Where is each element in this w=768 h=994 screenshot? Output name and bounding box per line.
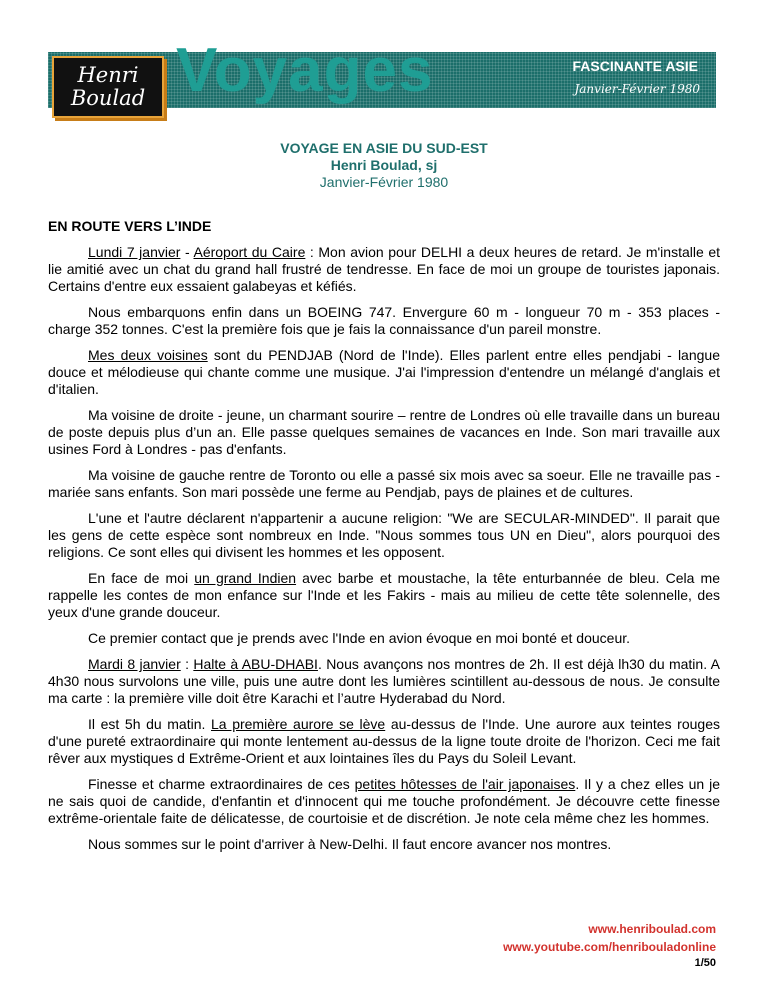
- underlined-phrase: La première aurore se lève: [211, 716, 386, 732]
- document-body: [48, 218, 720, 862]
- paragraph-7: [48, 570, 720, 621]
- text-run: au-dessus de l'Inde. Une aurore aux teintes rouges d'une pureté extraordinaire qui monte lentement au-dessus de la ligne toute droite de l'horizon. Ceci me fait rêver aux mystiques d Extrême-Orient et aux lointaines îles du Pays du Soleil Levant.: [48, 716, 720, 766]
- text-run: Il est 5h du matin.: [88, 716, 212, 732]
- paragraph-8: Ce premier contact que je prends avec l'Inde en avion évoque en moi bonté et douceur.: [88, 630, 631, 646]
- place-mention: Halte à ABU-DHABI: [193, 656, 318, 672]
- paragraph-12: Nous sommes sur le point d'arriver à New-Delhi. Il faut encore avancer nos montres.: [88, 836, 612, 852]
- header-date: Janvier-Février 1980: [574, 82, 700, 96]
- document-title: VOYAGE EN ASIE DU SUD-EST: [280, 140, 488, 156]
- paragraph-11: [48, 776, 720, 827]
- text-run: : Mon avion pour DELHI a deux heures de retard. Je m'installe et lie amitié avec un chat du grand hall frustré de tendresse. En face de moi un groupe de touristes japonais. Certains d'entre eux essaient galabeyas et kéfiés.: [48, 244, 721, 294]
- brand-title: Voyages: [176, 36, 434, 105]
- date-mention: Lundi 7 janvier: [88, 244, 181, 260]
- section-title: EN ROUTE VERS L’INDE: [48, 218, 212, 234]
- paragraph-4: Ma voisine de droite - jeune, un charmant sourire – rentre de Londres où elle travaille dans un bureau de poste depuis plus d’un an. Elle passe quelques semaines de vacances en Inde. Son mari travaille aux usines Ford à Londres - pas d'enfants.: [48, 407, 720, 457]
- text-run: Finesse et charme extraordinaires de ces: [88, 776, 355, 792]
- text-run: -: [180, 244, 194, 260]
- document-title-block: [48, 140, 720, 191]
- paragraph-1: [48, 244, 720, 295]
- text-run: En face de moi: [88, 570, 195, 586]
- text-run: :: [180, 656, 194, 672]
- page-number: 1/50: [694, 957, 716, 969]
- page-header: [48, 36, 716, 110]
- text-run: . Nous avançons nos montres de 2h. Il est déjà lh30 du matin. A 4h30 nous survolons une ville, puis une autre dont les lumières scintillent au-dessous de nous. Je consulte ma carte : la première ville doit être Karachi et l’autre Hyderabad du Nord.: [48, 656, 720, 706]
- page-footer: [503, 920, 716, 970]
- paragraph-9: [48, 656, 720, 707]
- date-mention: Mardi 8 janvier: [88, 656, 181, 672]
- youtube-link[interactable]: www.youtube.com/henribouladonline: [503, 940, 716, 954]
- paragraph-6: L'une et l'autre déclarent n'appartenir a aucune religion: "We are SECULAR-MINDED". Il parait que les gens de cette espèce sont nombreux en Inde. "Nous sommes tous UN en Dieu", alors pourquoi des religions. Ce sont elles qui divisent les hommes et les opposent.: [48, 510, 720, 560]
- text-run: avec barbe et moustache, la tête enturbannée de bleu. Cela me rappelle les contes de mon enfance sur l'Inde et les Fakirs - mais au milieu de cette tête solennelle, des yeux d'une grande douceur.: [48, 570, 720, 620]
- underlined-phrase: Mes deux voisines: [88, 347, 208, 363]
- paragraph-5: Ma voisine de gauche rentre de Toronto ou elle a passé six mois avec sa soeur. Elle ne travaille pas - mariée sans enfants. Son mari possède une ferme au Pendjab, pays de plaines et de cultures.: [48, 467, 720, 500]
- website-link[interactable]: www.henriboulad.com: [588, 922, 716, 936]
- document-author: Henri Boulad, sj: [330, 157, 438, 173]
- document-date: Janvier-Février 1980: [319, 174, 449, 190]
- author-logo: [52, 56, 164, 118]
- paragraph-2: Nous embarquons enfin dans un BOEING 747. Envergure 60 m - longueur 70 m - 353 places - charge 352 tonnes. C'est la première fois que je fais la connaissance d'un pareil monstre.: [48, 304, 720, 337]
- underlined-phrase: petites hôtesses de l'air japonaises: [354, 776, 576, 792]
- series-title: FASCINANTE ASIE: [572, 58, 698, 74]
- paragraph-3: [48, 347, 720, 398]
- paragraph-10: [48, 716, 720, 767]
- logo-line-boulad: Boulad: [70, 86, 146, 110]
- text-run: sont du PENDJAB (Nord de l'Inde). Elles parlent entre elles pendjabi - langue douce et mélodieuse qui chante comme une musique. J'ai l'impression d'entendre un mélangé d'anglais et d'italien.: [48, 347, 720, 397]
- logo-line-henri: Henri: [77, 63, 139, 87]
- text-run: . Il y a chez elles un je ne sais quoi de candide, d'enfantin et d'innocent qui me touche profondément. Je découvre cette finesse extrême-orientale faite de délicatesse, de courtoisie et de discrétion. Je note cela même chez les hommes.: [48, 776, 720, 826]
- underlined-phrase: un grand Indien: [194, 570, 297, 586]
- place-mention: Aéroport du Caire: [193, 244, 306, 260]
